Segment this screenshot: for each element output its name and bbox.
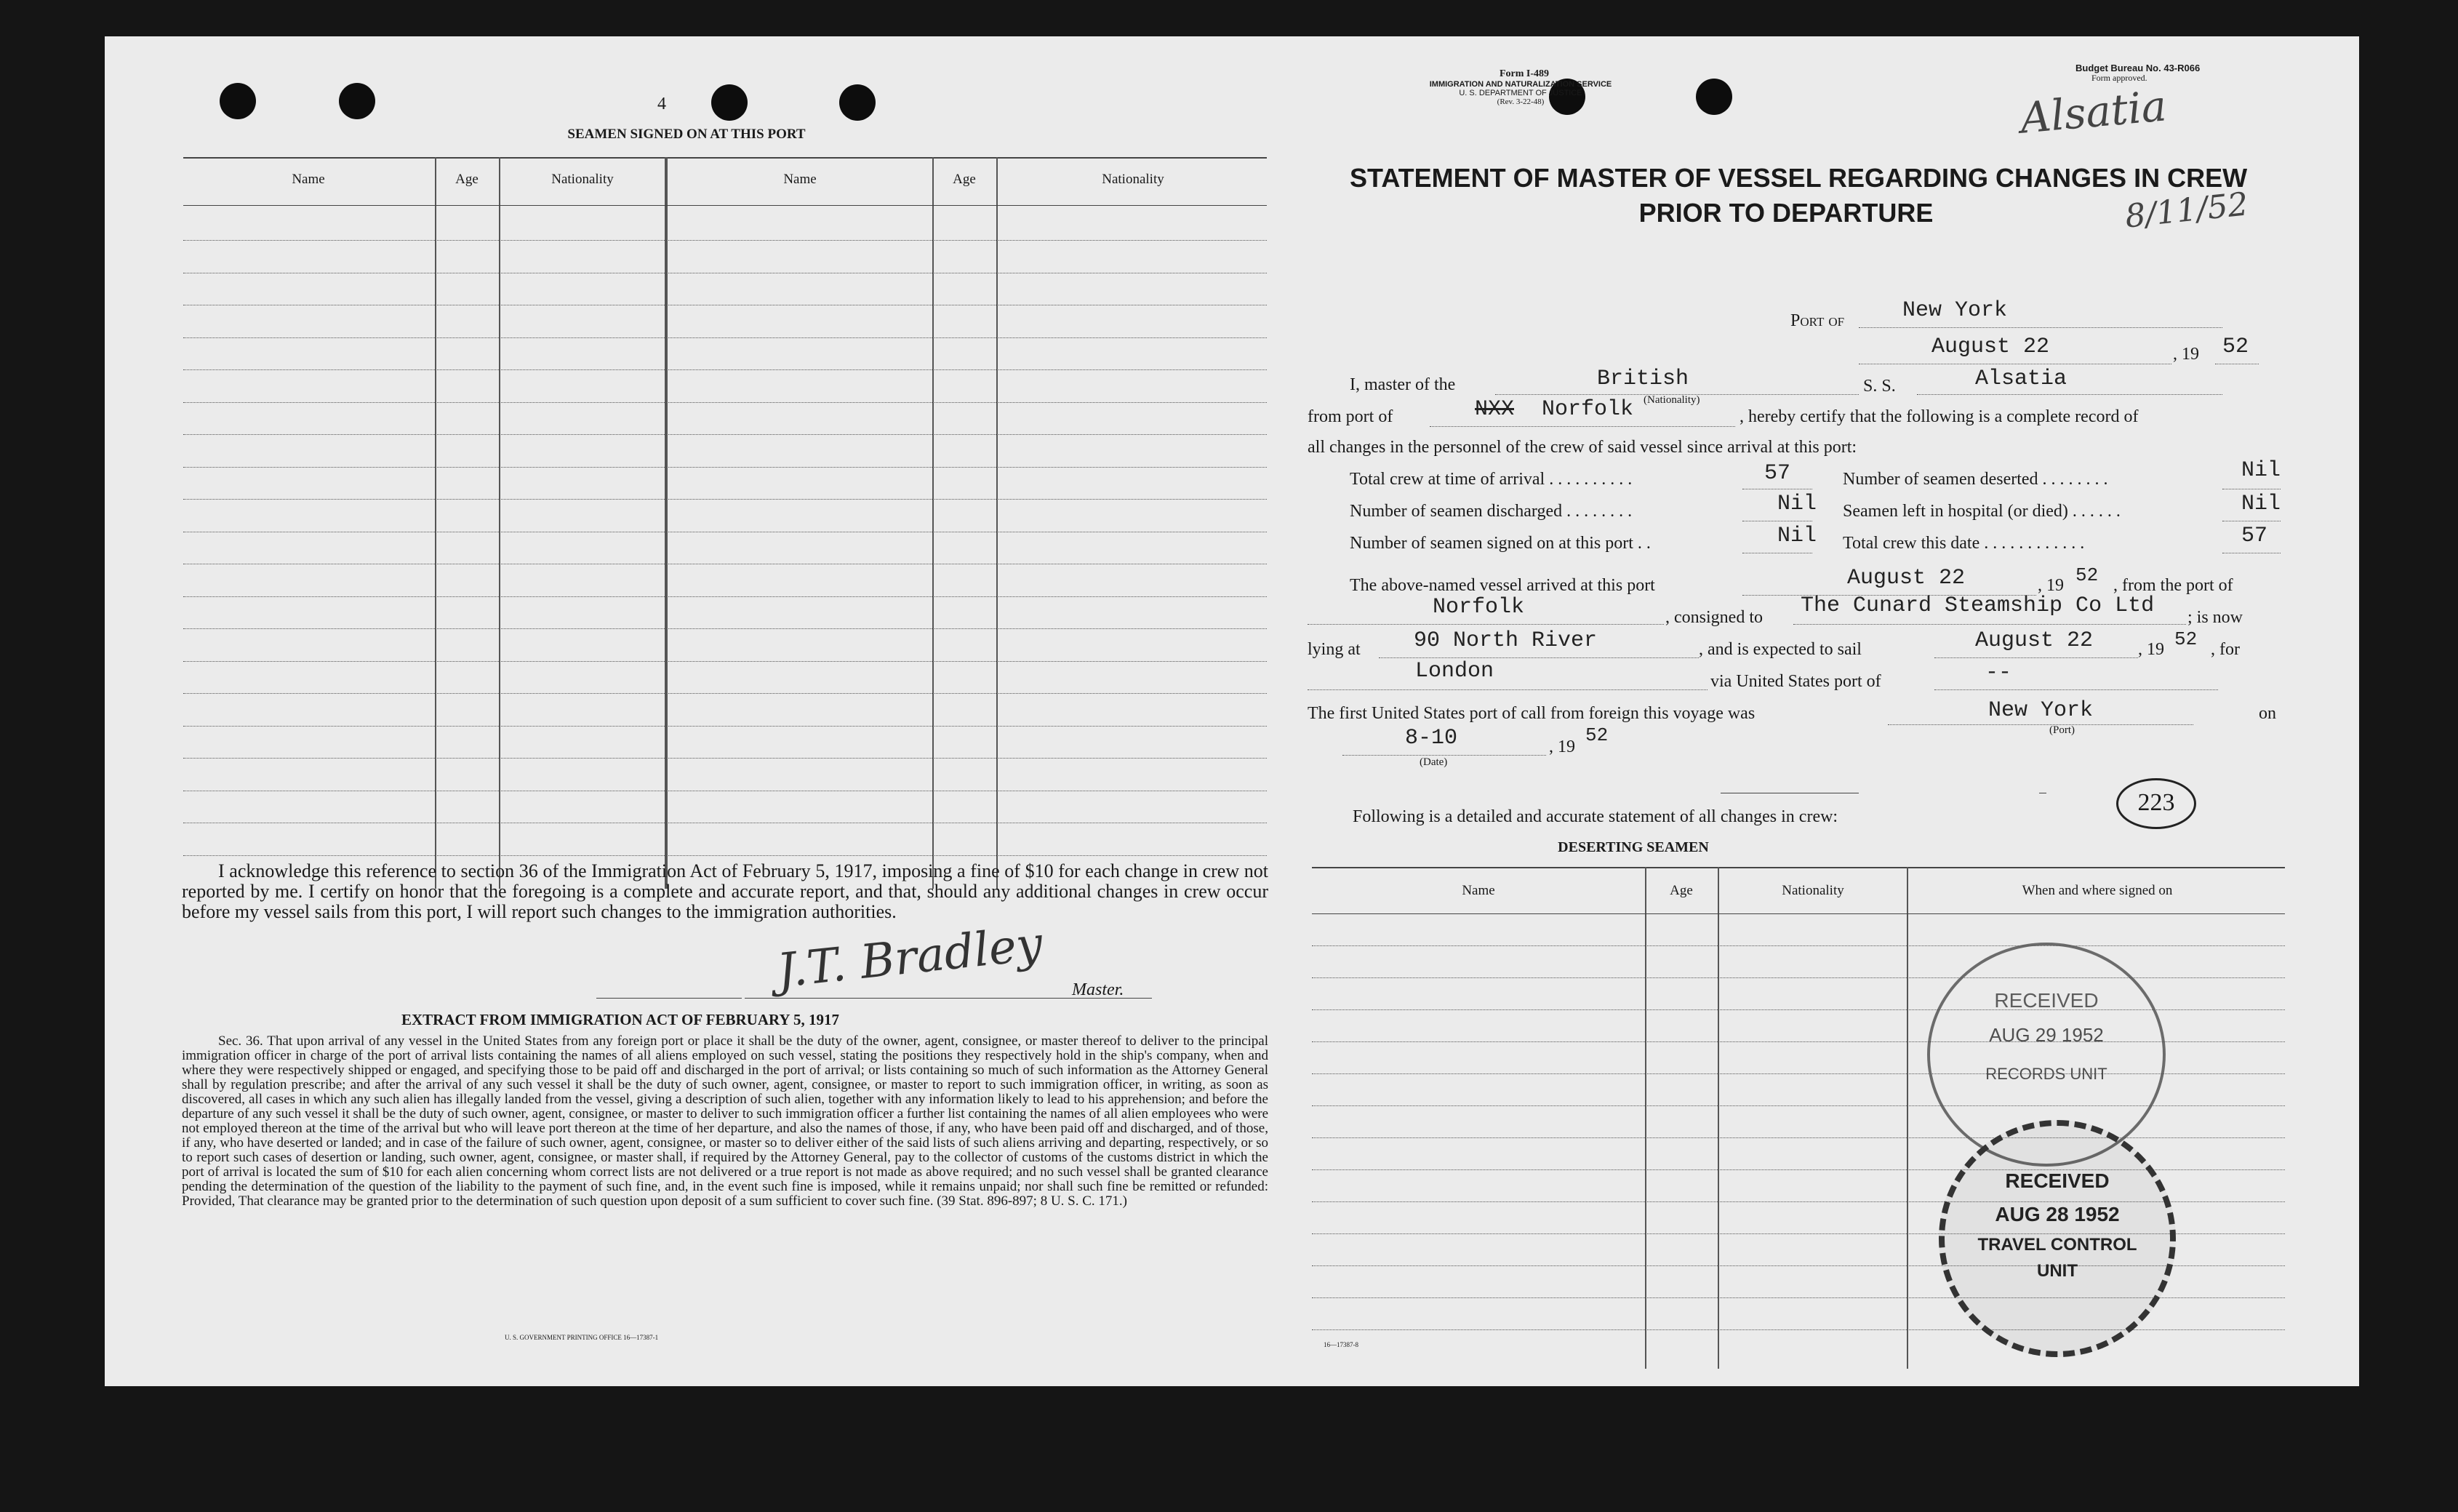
column-divider <box>499 157 500 889</box>
punch-hole <box>1696 79 1732 115</box>
lying-at-value: 90 North River <box>1414 628 1598 653</box>
ss-label: S. S. <box>1863 377 1896 396</box>
revision: (Rev. 3-22-48) <box>1497 97 1545 106</box>
signature-line <box>596 998 742 999</box>
master-label: Master. <box>1072 980 1124 999</box>
column-divider <box>996 157 998 889</box>
stamp-date: AUG 29 1952 <box>1989 1024 2104 1046</box>
column-divider <box>1907 867 1908 1369</box>
date-caption: (Date) <box>1420 756 1448 768</box>
lying-at-text: lying at <box>1308 640 1361 659</box>
form-number: Form I-489 <box>1499 68 1550 79</box>
is-now-text: ; is now <box>2187 608 2243 627</box>
port-of-label: Port of <box>1790 311 1845 330</box>
column-divider <box>665 157 668 889</box>
field-line <box>1917 394 2222 395</box>
field-line <box>1342 755 1546 756</box>
footer-code: 16—17387-8 <box>1324 1341 1358 1348</box>
arrived-text: The above-named vessel arrived at this port <box>1350 576 1655 595</box>
master-signature: J.T. Bradley <box>774 917 1046 999</box>
signed-on-label: Number of seamen signed on at this port . . <box>1350 534 1651 553</box>
year-prefix: , 19 <box>1549 737 1575 756</box>
acknowledgement-text: I acknowledge this reference to section 36 of the Immigration Act of February 5, 1917, imposing a fine of $10 for each change in crew not reported by me. I certify on honor that the foregoing is a complete and accurate report, and that, should any additional changes in crew occur before my vessel sails from this port, I will report such changes to the immigration authorities. <box>182 860 1268 922</box>
via-text: via United States port of <box>1710 672 1881 691</box>
field-line <box>1379 657 1699 658</box>
total-crew-date-label: Total crew this date . . . . . . . . . . . . <box>1843 534 2085 553</box>
port-of-value: New York <box>1902 298 2008 323</box>
table-row <box>183 661 1267 662</box>
stamp-received: RECEIVED <box>2005 1169 2110 1192</box>
column-divider <box>1645 867 1646 1369</box>
extract-title: EXTRACT FROM IMMIGRATION ACT OF FEBRUARY 5, 1917 <box>401 1011 840 1028</box>
call-year: 52 <box>1585 724 1609 746</box>
section-36-text: Sec. 36. That upon arrival of any vessel in the United States from any foreign port or place it shall be the duty of the owner, agent, consignee, or master thereof to deliver to the principal immigration officer in charge of the port of arrival lists containing the names of all aliens employed on such vessel, stating the positions they respectively hold in the ship's company, when and where they were respectively shipped or engaged, and specifying those to be paid off and discharged in the port of arrival; or lists containing so much of such information as the Attorney General shall by regulation prescribe; and after the arrival of any such vessel it shall be the duty of such owner, agent, consignee, or master to report to such immigration officer, in writing, as soon as discovered, all cases in which any such alien has illegally landed from the vessel, giving a description of such alien, together with any information likely to lead to his apprehension; and before the departure of any such vessel it shall be the duty of such owner, agent, consignee, or master to deliver to such immigration officer a further list containing the names of all alien employees who were not employed thereon at the time of the arrival but who will leave port thereon at the time of her departure, and also the names of those, if any, who have been paid off and discharged, and of those, if any, who have deserted or landed; and in case of the failure of such owner, agent, consignee, or master so to deliver either of the said lists of such aliens arriving and departing, respectively, or so to report such cases of desertion or landing, such owner, agent, consignee, or master shall, if required by the Attorney General, pay to the collector of customs of the customs district in which the port of arrival is located the sum of $10 for each alien concerning whom correct lists are not delivered or a true report is not made as above required; and no such vessel shall be granted clearance pending the determination of the question of the liability to the payment of such fine, and, in the event such fine is imposed, while it remains unpaid; nor shall such fine be remitted or refunded: Provided, That clearance may be granted prior to the determination of such question upon deposit of a sum sufficient to cover such fine. (39 Stat. 896-897; 8 U. S. C. 171.) <box>182 1033 1268 1209</box>
table-row <box>183 402 1267 403</box>
destination: London <box>1415 659 1494 684</box>
column-header-name: Name <box>292 172 325 187</box>
title-line1: STATEMENT OF MASTER OF VESSEL REGARDING CHANGES IN CREW <box>1350 163 2248 193</box>
first-port-value: New York <box>1988 698 2094 723</box>
table-row <box>183 628 1267 629</box>
year-value: 52 <box>2222 335 2249 359</box>
date-value: August 22 <box>1931 335 2050 359</box>
table-row <box>1312 1329 2285 1330</box>
first-port-text: The first United States port of call from foreign this voyage was <box>1308 704 1756 723</box>
total-crew-arrival-value: 57 <box>1764 461 1791 486</box>
table-rule <box>183 157 1267 159</box>
arrived-date: August 22 <box>1847 566 1966 591</box>
right-page <box>1292 36 2359 1386</box>
discharged-label: Number of seamen discharged . . . . . . . . <box>1350 502 1633 521</box>
changes-text: all changes in the personnel of the crew of said vessel since arrival at this port: <box>1308 438 1857 457</box>
received-stamp-travel <box>1939 1120 2176 1357</box>
deserted-value: Nil <box>2241 458 2281 483</box>
table-row <box>1312 945 2285 946</box>
column-header-age: Age <box>953 172 976 187</box>
punch-hole <box>220 83 256 119</box>
field-line <box>1308 624 1664 625</box>
column-header-age: Age <box>1670 883 1693 898</box>
signed-on-value: Nil <box>1777 524 1817 548</box>
consigned-text: , consigned to <box>1665 608 1763 627</box>
stamp-unit: RECORDS UNIT <box>1985 1065 2107 1083</box>
nationality-caption: (Nationality) <box>1644 394 1700 406</box>
vessel-value: Alsatia <box>1975 367 2067 391</box>
nationality-value: British <box>1597 367 1689 391</box>
table-row <box>183 726 1267 727</box>
table-row <box>1312 977 2285 978</box>
punch-hole <box>339 83 375 119</box>
hospital-label: Seamen left in hospital (or died) . . . . . . <box>1843 502 2121 521</box>
from-port-label: from port of <box>1308 407 1393 426</box>
punch-hole <box>711 84 748 121</box>
table-rule <box>1312 867 2285 868</box>
section-title: SEAMEN SIGNED ON AT THIS PORT <box>567 127 806 142</box>
table-row <box>183 758 1267 759</box>
column-header-name: Name <box>1462 883 1495 898</box>
left-page <box>105 36 1292 1386</box>
printing-office: U. S. GOVERNMENT PRINTING OFFICE 16—17387-1 <box>505 1334 659 1341</box>
column-header-nationality: Nationality <box>551 172 614 187</box>
column-divider <box>435 157 436 889</box>
total-crew-date-value: 57 <box>2241 524 2268 548</box>
sail-date: August 22 <box>1975 628 2094 653</box>
handwritten-date: 8/11/52 <box>2123 185 2250 236</box>
table-row <box>183 337 1267 338</box>
field-line <box>1888 724 2193 725</box>
title-line2: PRIOR TO DEPARTURE <box>1638 198 1934 228</box>
on-text: on <box>2259 704 2276 723</box>
year-prefix: , 19 <box>2038 576 2064 595</box>
table-row <box>183 855 1267 856</box>
table-row <box>1312 1137 2285 1138</box>
port-caption: (Port) <box>2049 724 2075 736</box>
field-line <box>1859 327 2222 328</box>
column-header-nationality: Nationality <box>1102 172 1164 187</box>
year-prefix: , 19 <box>2173 345 2199 364</box>
stamp-date: AUG 28 1952 <box>1995 1203 2120 1225</box>
table-row <box>183 467 1267 468</box>
field-line <box>1934 689 2218 690</box>
header-rule <box>1312 913 2285 914</box>
handwritten-vessel: Alsatia <box>2018 81 2169 143</box>
arrived-year: 52 <box>2075 564 2099 586</box>
field-line <box>1430 426 1735 427</box>
table-row <box>183 240 1267 241</box>
for-text: , for <box>2211 640 2240 659</box>
consignee: The Cunard Steamship Co Ltd <box>1801 593 2155 618</box>
struck-text: NXX <box>1475 397 1515 422</box>
column-header-nationality: Nationality <box>1782 883 1844 898</box>
year-prefix: , 19 <box>2138 640 2164 659</box>
budget-bureau: Budget Bureau No. 43-R066 <box>2075 63 2201 73</box>
table-row <box>183 693 1267 694</box>
master-of-label: I, master of the <box>1350 375 1456 394</box>
column-header-signed-on: When and where signed on <box>2022 883 2173 898</box>
column-divider <box>1718 867 1719 1369</box>
sail-year: 52 <box>2174 628 2198 650</box>
expected-sail-text: , and is expected to sail <box>1699 640 1862 659</box>
deserting-title: DESERTING SEAMEN <box>1558 839 1709 855</box>
discharged-value: Nil <box>1777 492 1817 516</box>
stamp-unit: TRAVEL CONTROL <box>1977 1235 2137 1255</box>
column-header-age: Age <box>455 172 479 187</box>
column-header-name: Name <box>783 172 817 187</box>
punch-hole <box>839 84 876 121</box>
field-line <box>1793 624 2186 625</box>
table-row <box>183 434 1267 435</box>
column-divider <box>932 157 934 889</box>
call-date: 8-10 <box>1405 726 1458 751</box>
from-port-value: Norfolk <box>1542 397 1634 422</box>
hospital-value: Nil <box>2241 492 2281 516</box>
agency-line1: IMMIGRATION AND NATURALIZATION SERVICE <box>1429 80 1612 89</box>
field-line <box>1308 689 1708 690</box>
page-number: 4 <box>657 95 666 113</box>
table-row <box>183 369 1267 370</box>
stamp-unit-line2: UNIT <box>2037 1261 2078 1281</box>
number-stamp: 223 <box>2116 778 2196 829</box>
table-row <box>183 499 1267 500</box>
total-crew-arrival-label: Total crew at time of arrival . . . . . . . . . . <box>1350 470 1633 489</box>
header-rule <box>183 205 1267 206</box>
form-approved: Form approved. <box>2091 73 2147 83</box>
field-line <box>1934 657 2138 658</box>
deserted-label: Number of seamen deserted . . . . . . . . <box>1843 470 2108 489</box>
following-text: Following is a detailed and accurate statement of all changes in crew: <box>1353 807 1838 826</box>
via-value: -- <box>1985 660 2012 685</box>
from-port-of-text: , from the port of <box>2113 576 2233 595</box>
stamp-received: RECEIVED <box>1994 989 2099 1012</box>
origin-port: Norfolk <box>1433 595 1525 620</box>
agency-line2: U. S. DEPARTMENT OF JUSTICE <box>1459 89 1582 97</box>
table-row <box>183 596 1267 597</box>
certify-text: , hereby certify that the following is a complete record of <box>1740 407 2139 426</box>
